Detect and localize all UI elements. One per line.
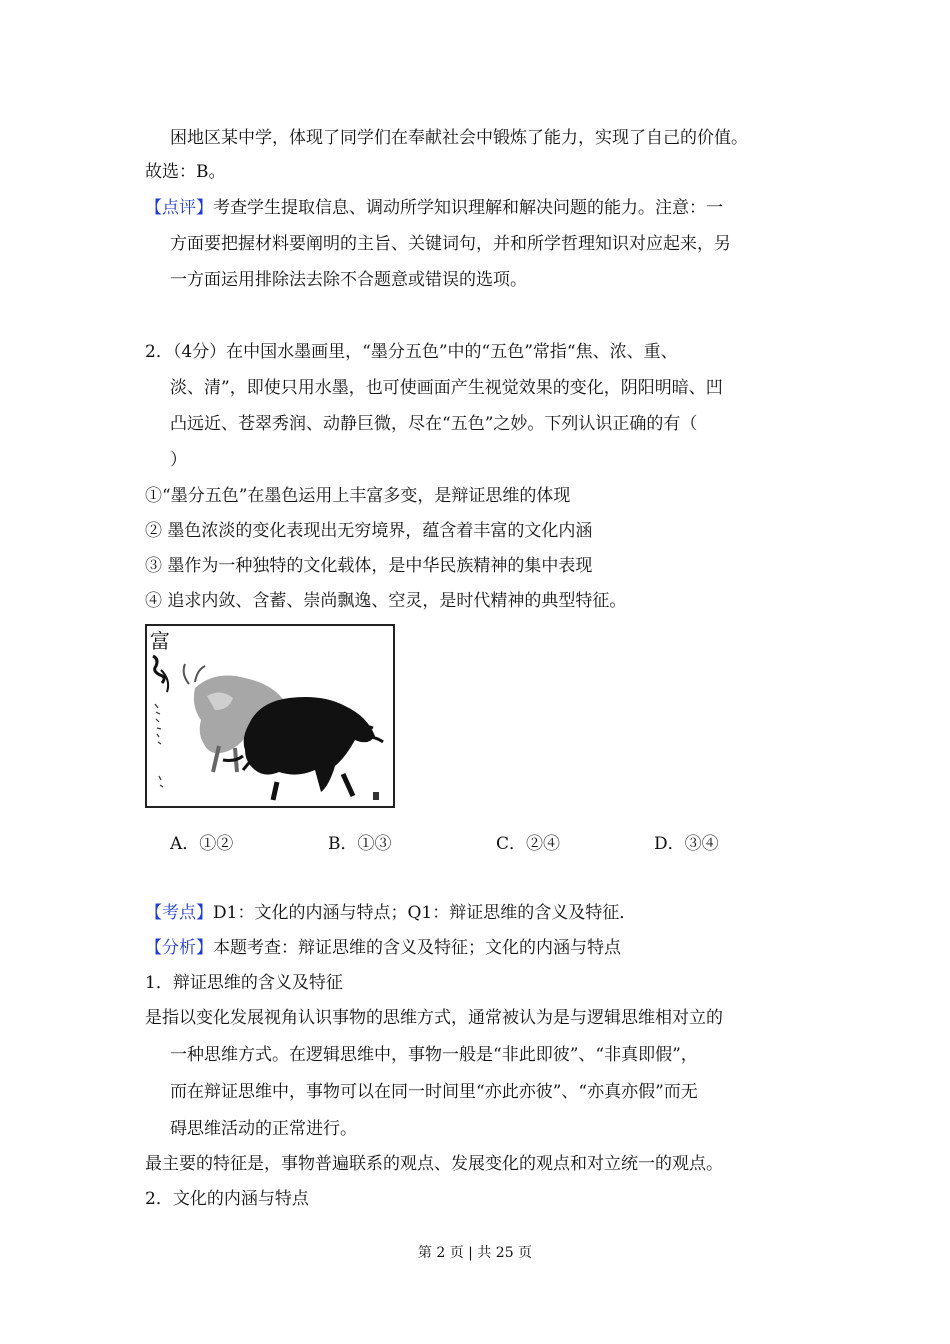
option-a: A．①② [170, 834, 234, 854]
question-2-stem-2: 淡、清”，即使只用水墨，也可使画面产生视觉效果的变化，阴阳明暗、凹 [170, 378, 723, 398]
paragraph-line-3: 而在辩证思维中，事物可以在同一时间里“亦此亦彼”、“亦真亦假”而无 [170, 1082, 698, 1102]
review-tag: 【点评】 [145, 198, 213, 218]
paragraph-line-5: 最主要的特征是，事物普遍联系的观点、发展变化的观点和对立统一的观点。 [145, 1154, 723, 1174]
question-2-stem-1: 2．（4分）在中国水墨画里，“墨分五色”中的“五色”常指“焦、浓、重、 [145, 342, 678, 362]
page-footer: 第 2 页 | 共 25 页 [417, 1245, 533, 1261]
question-2-stem-3: 凸远近、苍翠秀润、动静巨微，尽在“五色”之妙。下列认识正确的有（ [170, 414, 698, 434]
review-text: 考查学生提取信息、调动所学知识理解和解决问题的能力。注意：一 [213, 198, 723, 218]
statement-2: ② 墨色浓淡的变化表现出无穷境界，蕴含着丰富的文化内涵 [145, 521, 593, 541]
paragraph-line-2: 一种思维方式。在逻辑思维中，事物一般是“非此即彼”、“非真即假”， [170, 1045, 698, 1065]
prev-answer: 故选：B。 [145, 162, 226, 182]
review-line-2: 方面要把握材料要阐明的主旨、关键词句，并和所学哲理知识对应起来，另 [170, 234, 731, 254]
kaodian-line [145, 901, 636, 925]
statement-4: ④ 追求内敛、含蓄、崇尚飘逸、空灵，是时代精神的典型特征。 [145, 591, 627, 611]
prev-solution-line: 困地区某中学，体现了同学们在奉献社会中锻炼了能力，实现了自己的价值。 [170, 128, 748, 148]
option-b: B．①③ [328, 834, 392, 854]
calligraphy-character: 富 [150, 629, 170, 653]
statement-3: ③ 墨作为一种独特的文化载体，是中华民族精神的集中表现 [145, 556, 593, 576]
option-c: C．②④ [496, 834, 561, 854]
statement-1: ①“墨分五色”在墨色运用上丰富多变，是辩证思维的体现 [145, 486, 571, 506]
fenxi-text: 本题考查：辩证思维的含义及特征；文化的内涵与特点 [213, 938, 621, 958]
section-heading-1: 1．辩证思维的含义及特征 [145, 973, 343, 993]
question-2-stem-4: ） [170, 450, 187, 470]
section-heading-2: 2．文化的内涵与特点 [145, 1189, 309, 1209]
paragraph-line-1: 是指以变化发展视角认识事物的思维方式，通常被认为是与逻辑思维相对立的 [145, 1008, 723, 1028]
ink-painting-figure [145, 624, 395, 808]
review-line-3: 一方面运用排除法去除不合题意或错误的选项。 [170, 270, 527, 290]
review-line-1 [145, 196, 723, 220]
option-d: D．③④ [654, 834, 719, 854]
paragraph-line-4: 碍思维活动的正常进行。 [170, 1119, 357, 1139]
ink-bulls-illustration [147, 626, 393, 806]
kaodian-text: D1：文化的内涵与特点；Q1：辩证思维的含义及特征． [213, 903, 637, 923]
fenxi-line [145, 936, 621, 960]
kaodian-tag: 【考点】 [145, 903, 213, 923]
fenxi-tag: 【分析】 [145, 938, 213, 958]
